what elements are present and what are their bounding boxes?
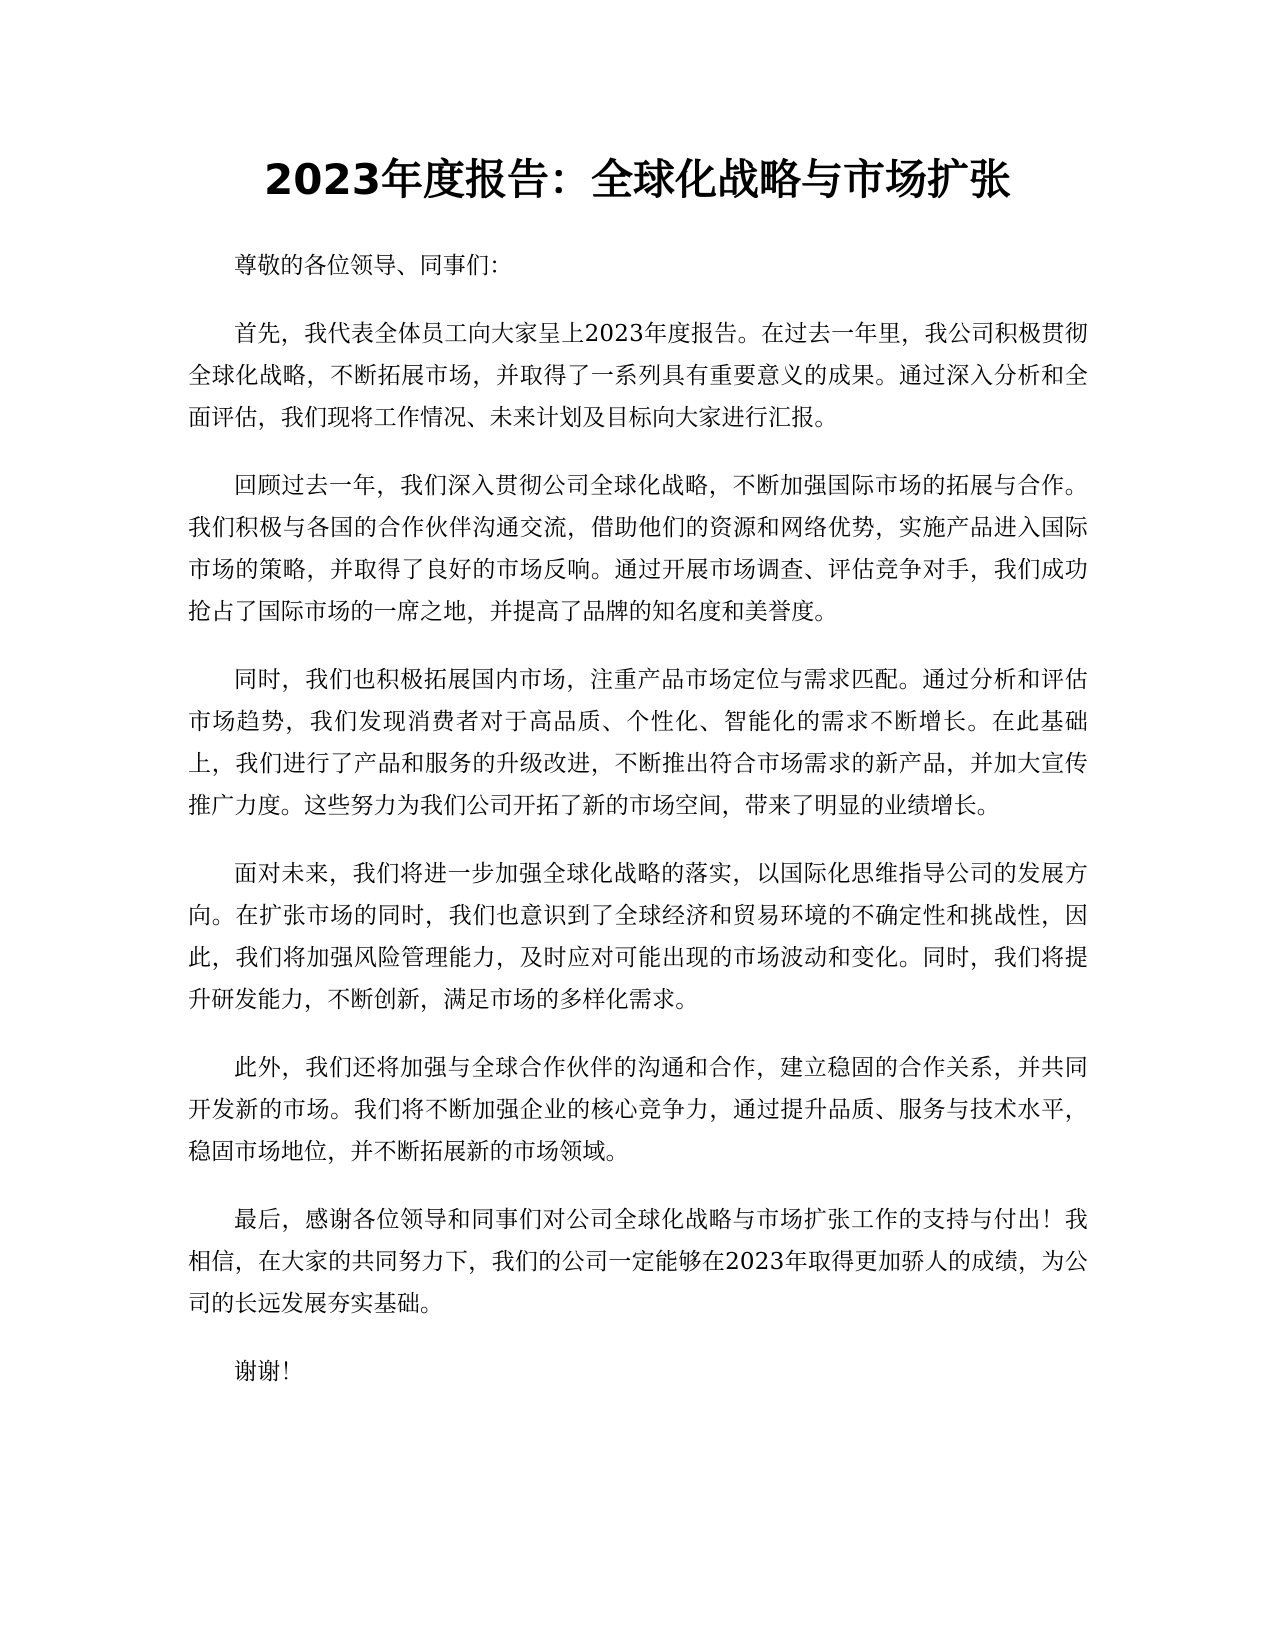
greeting: 尊敬的各位领导、同事们： <box>234 253 513 279</box>
paragraph-2: 回顾过去一年，我们深入贯彻公司全球化战略，不断加强国际市场的拓展与合作。我们积极与各国的合作伙伴沟通交流，借助他们的资源和网络优势，实施产品进入国际市场的策略，并取得了良好的市场反响。通过开展市场调查、评估竞争对手，我们成功抢占了国际市场的一席之地，并提高了品牌的知名度和美誉度。 <box>188 473 1088 625</box>
paragraph-3: 同时，我们也积极拓展国内市场，注重产品市场定位与需求匹配。通过分析和评估市场趋势，我们发现消费者对于高品质、个性化、智能化的需求不断增长。在此基础上，我们进行了产品和服务的升级改进，不断推出符合市场需求的新产品，并加大宣传推广力度。这些努力为我们公司开拓了新的市场空间，带来了明显的业绩增长。 <box>188 667 1088 819</box>
paragraph-6: 最后，感谢各位领导和同事们对公司全球化战略与市场扩张工作的支持与付出！我相信，在大家的共同努力下，我们的公司一定能够在2023年取得更加骄人的成绩，为公司的长远发展夯实基础。 <box>188 1207 1088 1317</box>
closing: 谢谢！ <box>234 1359 304 1385</box>
document-title: 2023年度报告：全球化战略与市场扩张 <box>264 155 1011 204</box>
paragraph-4: 面对未来，我们将进一步加强全球化战略的落实，以国际化思维指导公司的发展方向。在扩张市场的同时，我们也意识到了全球经济和贸易环境的不确定性和挑战性，因此，我们将加强风险管理能力，及时应对可能出现的市场波动和变化。同时，我们将提升研发能力，不断创新，满足市场的多样化需求。 <box>188 861 1088 1013</box>
document-body <box>188 245 1088 1419</box>
paragraph-5: 此外，我们还将加强与全球合作伙伴的沟通和合作，建立稳固的合作关系，并共同开发新的市场。我们将不断加强企业的核心竞争力，通过提升品质、服务与技术水平，稳固市场地位，并不断拓展新的市场领域。 <box>188 1055 1088 1165</box>
paragraph-1: 首先，我代表全体员工向大家呈上2023年度报告。在过去一年里，我公司积极贯彻全球化战略，不断拓展市场，并取得了一系列具有重要意义的成果。通过深入分析和全面评估，我们现将工作情况、未来计划及目标向大家进行汇报。 <box>188 321 1088 431</box>
